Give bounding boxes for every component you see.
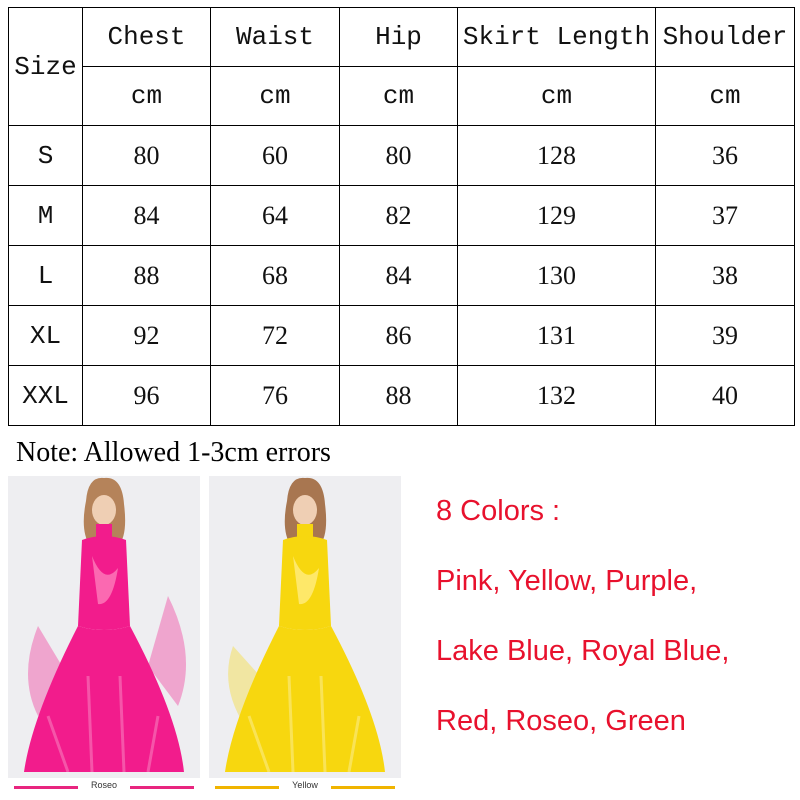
- size-cell: M: [9, 186, 83, 246]
- unit-cell: cm: [211, 67, 340, 126]
- column-header-hip: Hip: [340, 8, 458, 67]
- value-cell: 88: [340, 366, 458, 426]
- value-cell: 36: [656, 126, 795, 186]
- size-cell: XXL: [9, 366, 83, 426]
- size-chart-table: [8, 7, 795, 426]
- size-cell: L: [9, 246, 83, 306]
- value-cell: 80: [83, 126, 211, 186]
- unit-row: [9, 67, 795, 126]
- dress-photo-icon: [8, 476, 200, 778]
- colors-line: Lake Blue, Royal Blue,: [436, 635, 730, 667]
- column-header-waist: Waist: [211, 8, 340, 67]
- table-row: [9, 126, 795, 186]
- unit-cell: cm: [83, 67, 211, 126]
- table-row: [9, 366, 795, 426]
- column-header-shoulder: Shoulder: [656, 8, 795, 67]
- value-cell: 88: [83, 246, 211, 306]
- photo-caption: Roseo: [90, 780, 117, 790]
- column-header-skirt-length: Skirt Length: [458, 8, 656, 67]
- value-cell: 84: [83, 186, 211, 246]
- value-cell: 130: [458, 246, 656, 306]
- photo-caption: Yellow: [292, 780, 318, 790]
- dress-photo-icon: [209, 476, 401, 778]
- roseo-dress-photo: [8, 476, 200, 796]
- value-cell: 38: [656, 246, 795, 306]
- value-cell: 40: [656, 366, 795, 426]
- value-cell: 76: [211, 366, 340, 426]
- value-cell: 72: [211, 306, 340, 366]
- table-row: [9, 306, 795, 366]
- size-error-note: Note: Allowed 1-3cm errors: [16, 437, 331, 468]
- value-cell: 129: [458, 186, 656, 246]
- colors-line: Pink, Yellow, Purple,: [436, 565, 698, 597]
- size-cell: XL: [9, 306, 83, 366]
- color-options-list: [436, 490, 796, 770]
- value-cell: 132: [458, 366, 656, 426]
- table-row: [9, 186, 795, 246]
- caption-bar: [130, 786, 194, 789]
- caption-bar: [331, 786, 395, 789]
- value-cell: 60: [211, 126, 340, 186]
- value-cell: 64: [211, 186, 340, 246]
- value-cell: 92: [83, 306, 211, 366]
- header-row: [9, 8, 795, 67]
- size-header: Size: [9, 8, 83, 126]
- value-cell: 39: [656, 306, 795, 366]
- column-header-chest: Chest: [83, 8, 211, 67]
- value-cell: 82: [340, 186, 458, 246]
- value-cell: 86: [340, 306, 458, 366]
- table-row: [9, 246, 795, 306]
- value-cell: 37: [656, 186, 795, 246]
- unit-cell: cm: [458, 67, 656, 126]
- value-cell: 68: [211, 246, 340, 306]
- yellow-dress-photo: [209, 476, 401, 796]
- value-cell: 128: [458, 126, 656, 186]
- unit-cell: cm: [340, 67, 458, 126]
- size-cell: S: [9, 126, 83, 186]
- colors-line: Red, Roseo, Green: [436, 705, 686, 737]
- colors-heading: 8 Colors :: [436, 495, 561, 527]
- unit-cell: cm: [656, 67, 795, 126]
- value-cell: 96: [83, 366, 211, 426]
- value-cell: 84: [340, 246, 458, 306]
- value-cell: 131: [458, 306, 656, 366]
- value-cell: 80: [340, 126, 458, 186]
